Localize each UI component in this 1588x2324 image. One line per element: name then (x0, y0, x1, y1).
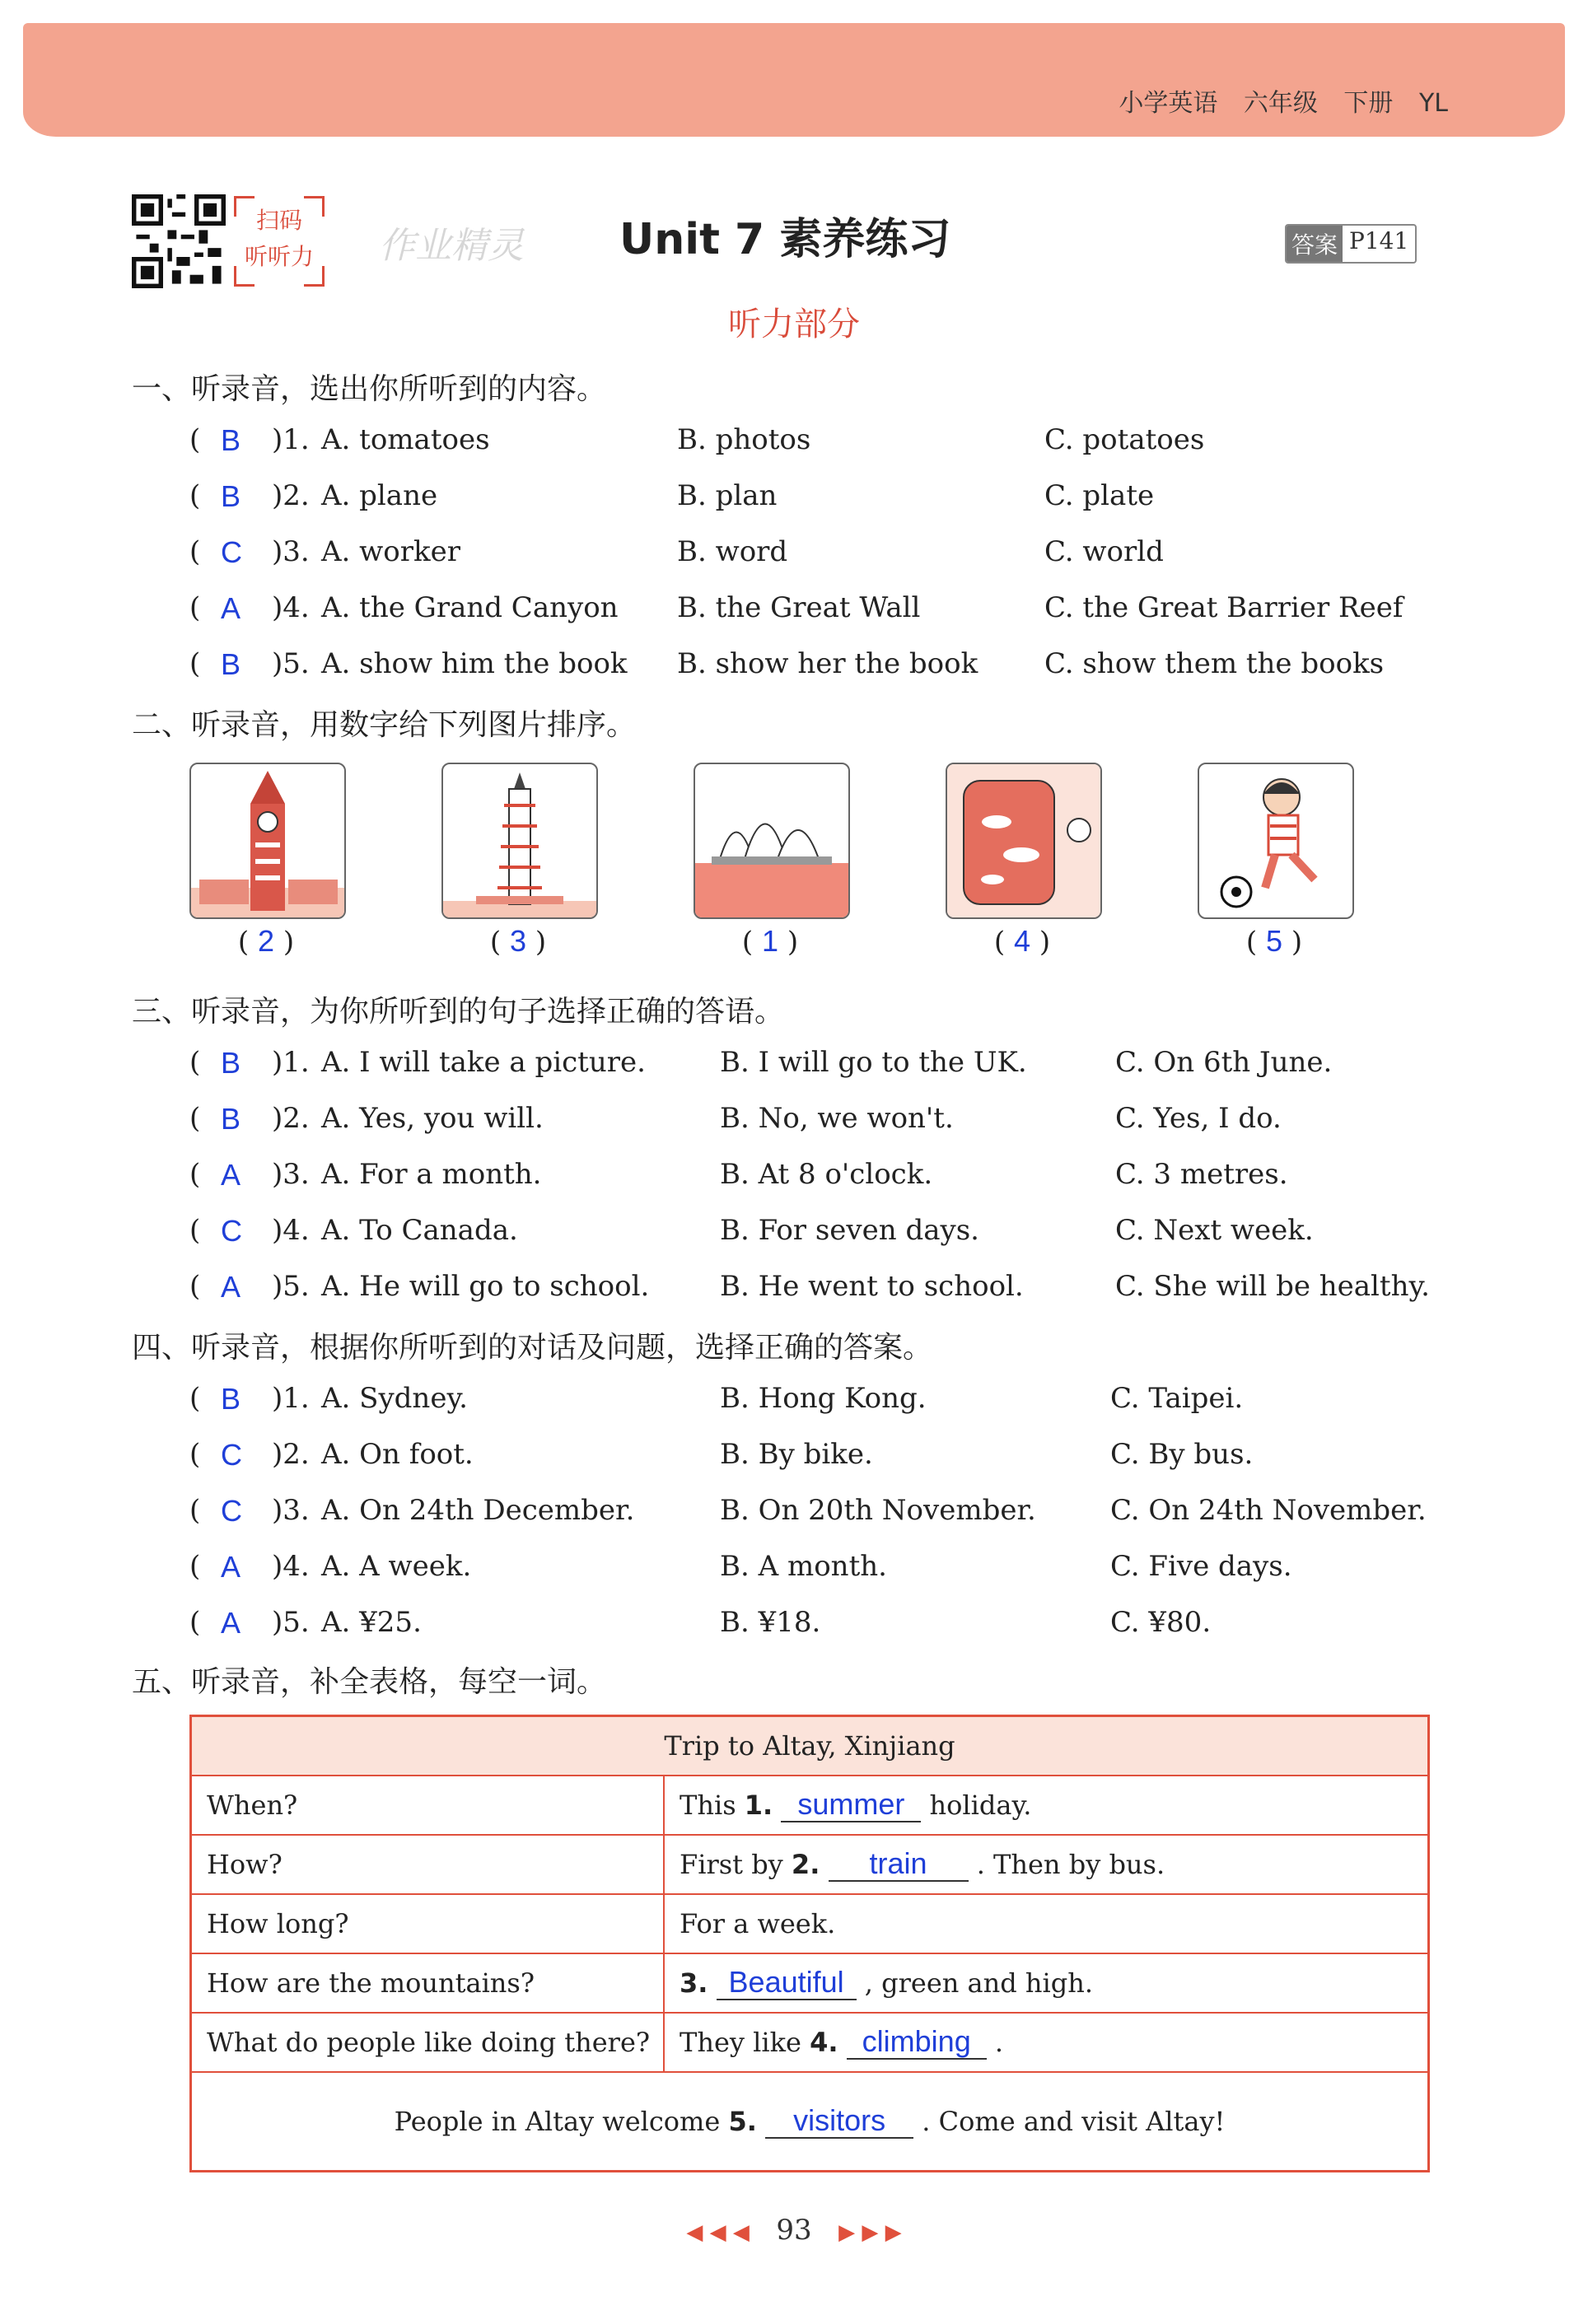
table-answer-cell: 3. Beautiful , green and high. (680, 1965, 1093, 1999)
option-b: B. word (677, 535, 788, 568)
answer-choice[interactable]: A (221, 1158, 241, 1192)
answer-paren: ( (189, 591, 201, 624)
question-number: )2. (272, 1102, 310, 1135)
question-row (189, 479, 1441, 529)
option-a: A. On 24th December. (321, 1494, 635, 1527)
picture-order-answer[interactable]: ( 5 ) (1245, 924, 1303, 959)
answer-paren: ( (189, 423, 201, 456)
question-number: )2. (272, 1438, 310, 1471)
option-a: A. show him the book (321, 647, 628, 680)
question-number: )1. (272, 1046, 310, 1079)
table-answer-cell: This 1. summer holiday. (680, 1787, 1032, 1821)
question-row (189, 1270, 1441, 1319)
option-a: A. On foot. (321, 1438, 474, 1471)
table-row (192, 1836, 1427, 1895)
header-banner (23, 23, 1565, 137)
question-row (189, 423, 1441, 473)
option-c: C. 3 metres. (1115, 1158, 1288, 1191)
table-question: How are the mountains? (192, 1954, 665, 2012)
answer-paren: ( (189, 535, 201, 568)
pagoda-icon (441, 763, 598, 919)
option-c: C. world (1044, 535, 1164, 568)
option-a: A. I will take a picture. (321, 1046, 646, 1079)
option-a: A. To Canada. (321, 1214, 518, 1247)
option-b: B. Hong Kong. (720, 1382, 927, 1415)
option-c: C. On 24th November. (1110, 1494, 1427, 1527)
question-row (189, 1214, 1441, 1263)
watermark: 作业精灵 (379, 225, 524, 267)
option-b: B. On 20th November. (720, 1494, 1036, 1527)
question-row (189, 1102, 1441, 1151)
option-c: C. potatoes (1044, 423, 1205, 456)
option-a: A. worker (321, 535, 460, 568)
table-title: Trip to Altay, Xinjiang (192, 1717, 1427, 1776)
table-question: What do people like doing there? (192, 2014, 665, 2071)
option-c: C. On 6th June. (1115, 1046, 1333, 1079)
option-c: C. Five days. (1110, 1550, 1292, 1583)
question-number: )5. (272, 647, 310, 680)
option-c: C. show them the books (1044, 647, 1385, 680)
answer-paren: ( (189, 1158, 201, 1191)
question-row (189, 1494, 1441, 1543)
question-number: )1. (272, 1382, 310, 1415)
option-c: C. Taipei. (1110, 1382, 1244, 1415)
option-b: B. ¥18. (720, 1606, 821, 1639)
option-a: A. plane (321, 479, 438, 512)
big-ben-icon (189, 763, 346, 919)
table-answer-cell: They like 4. climbing . (680, 2024, 1004, 2058)
question-number: )2. (272, 479, 310, 512)
picture-order-answer[interactable]: ( 1 ) (741, 924, 799, 959)
question-number: )1. (272, 423, 310, 456)
blank-answer[interactable]: summer (781, 1788, 921, 1822)
question-number: )3. (272, 535, 310, 568)
answer-choice[interactable]: B (221, 1102, 241, 1136)
option-a: A. A week. (321, 1550, 472, 1583)
answer-choice[interactable]: C (221, 535, 242, 569)
trip-table (189, 1715, 1430, 2172)
answer-paren: ( (189, 1494, 201, 1527)
option-b: B. A month. (720, 1550, 887, 1583)
page-number: ◀ ◀ ◀ 93 ▶ ▶ ▶ (686, 2214, 902, 2247)
picture-order-answer[interactable]: ( 2 ) (237, 924, 295, 959)
blank-answer[interactable]: climbing (847, 2025, 987, 2060)
answer-paren: ( (189, 1102, 201, 1135)
question-number: )4. (272, 1214, 310, 1247)
option-c: C. Yes, I do. (1115, 1102, 1282, 1135)
answer-paren: ( (189, 647, 201, 680)
question-row (189, 591, 1441, 641)
question-row (189, 1046, 1441, 1095)
scan-listening-label: 扫码 听听力 (234, 196, 325, 287)
option-a: A. tomatoes (321, 423, 490, 456)
blank-answer[interactable]: Beautiful (717, 1966, 857, 2000)
listening-part-title: 听力部分 (728, 306, 860, 343)
qr-code-icon (132, 194, 226, 288)
option-b: B. By bike. (720, 1438, 873, 1471)
option-b: B. I will go to the UK. (720, 1046, 1027, 1079)
question-number: )3. (272, 1494, 310, 1527)
answer-paren: ( (189, 1438, 201, 1471)
answer-choice[interactable]: C (221, 1214, 242, 1248)
answer-choice[interactable]: B (221, 1046, 241, 1080)
answer-paren: ( (189, 1046, 201, 1079)
answer-choice[interactable]: B (221, 647, 241, 681)
aquarium-icon (946, 763, 1102, 919)
option-c: C. She will be healthy. (1115, 1270, 1430, 1303)
question-number: )5. (272, 1270, 310, 1303)
option-b: B. He went to school. (720, 1270, 1024, 1303)
blank-answer[interactable]: train (829, 1847, 969, 1882)
table-row (192, 1776, 1427, 1836)
option-b: B. plan (677, 479, 778, 512)
opera-house-icon (694, 763, 850, 919)
answer-choice[interactable]: A (221, 1270, 241, 1304)
question-row (189, 1550, 1441, 1599)
answer-paren: ( (189, 1606, 201, 1639)
table-row (192, 1895, 1427, 1954)
option-a: A. For a month. (321, 1158, 542, 1191)
option-c: C. the Great Barrier Reef (1044, 591, 1404, 624)
question-row (189, 1438, 1441, 1487)
option-b: B. For seven days. (720, 1214, 979, 1247)
question-number: )4. (272, 1550, 310, 1583)
answer-choice[interactable]: B (221, 479, 241, 513)
answer-paren: ( (189, 1550, 201, 1583)
picture-order-answer[interactable]: ( 4 ) (993, 924, 1051, 959)
answer-choice[interactable]: C (221, 1438, 242, 1472)
question-row (189, 647, 1441, 697)
answer-choice[interactable]: A (221, 1606, 241, 1640)
answer-choice[interactable]: A (221, 1550, 241, 1584)
answer-paren: ( (189, 479, 201, 512)
section4-title: 四、听录音，根据你所听到的对话及问题，选择正确的答案。 (132, 1331, 933, 1365)
option-a: A. ¥25. (321, 1606, 422, 1639)
table-question: How? (192, 1836, 665, 1893)
question-number: )3. (272, 1158, 310, 1191)
option-c: C. By bus. (1110, 1438, 1254, 1471)
option-c: C. plate (1044, 479, 1155, 512)
option-a: A. Yes, you will. (321, 1102, 544, 1135)
question-number: )4. (272, 591, 310, 624)
answer-choice[interactable]: B (221, 423, 241, 457)
section5-title: 五、听录音，补全表格，每空一词。 (132, 1665, 607, 1699)
answer-choice[interactable]: B (221, 1382, 241, 1416)
answer-paren: ( (189, 1382, 201, 1415)
option-a: A. He will go to school. (321, 1270, 650, 1303)
table-row (192, 1954, 1427, 2014)
option-b: B. No, we won't. (720, 1102, 954, 1135)
question-row (189, 1606, 1441, 1655)
header-tag: 小学英语 六年级 下册 YL (1119, 89, 1448, 118)
option-a: A. Sydney. (321, 1382, 468, 1415)
question-row (189, 1158, 1441, 1207)
answer-choice[interactable]: A (221, 591, 241, 625)
table-answer-cell: First by 2. train . Then by bus. (680, 1846, 1165, 1880)
table-row (192, 2014, 1427, 2073)
page-title: Unit 7 素养练习 (619, 215, 951, 264)
option-c: C. ¥80. (1110, 1606, 1212, 1639)
answer-paren: ( (189, 1270, 201, 1303)
picture-order-answer[interactable]: ( 3 ) (489, 924, 547, 959)
boy-football-icon (1198, 763, 1354, 919)
answer-paren: ( (189, 1214, 201, 1247)
question-row (189, 1382, 1441, 1431)
table-question: How long? (192, 1895, 665, 1953)
option-a: A. the Grand Canyon (321, 591, 619, 624)
answer-choice[interactable]: C (221, 1494, 242, 1528)
option-c: C. Next week. (1115, 1214, 1314, 1247)
option-b: B. show her the book (677, 647, 978, 680)
section1-title: 一、听录音，选出你所听到的内容。 (132, 372, 607, 406)
table-question: When? (192, 1776, 665, 1834)
question-row (189, 535, 1441, 585)
section2-title: 二、听录音，用数字给下列图片排序。 (132, 708, 637, 742)
option-b: B. the Great Wall (677, 591, 921, 624)
answer-reference: 答案 P141 (1285, 224, 1417, 264)
option-b: B. photos (677, 423, 811, 456)
table-footer: People in Altay welcome 5. visitors . Come and visit Altay! (394, 2103, 1226, 2137)
question-number: )5. (272, 1606, 310, 1639)
blank-answer[interactable]: visitors (765, 2104, 913, 2139)
table-answer-cell: For a week. (680, 1908, 836, 1939)
section3-title: 三、听录音，为你所听到的句子选择正确的答语。 (132, 995, 785, 1029)
option-b: B. At 8 o'clock. (720, 1158, 933, 1191)
